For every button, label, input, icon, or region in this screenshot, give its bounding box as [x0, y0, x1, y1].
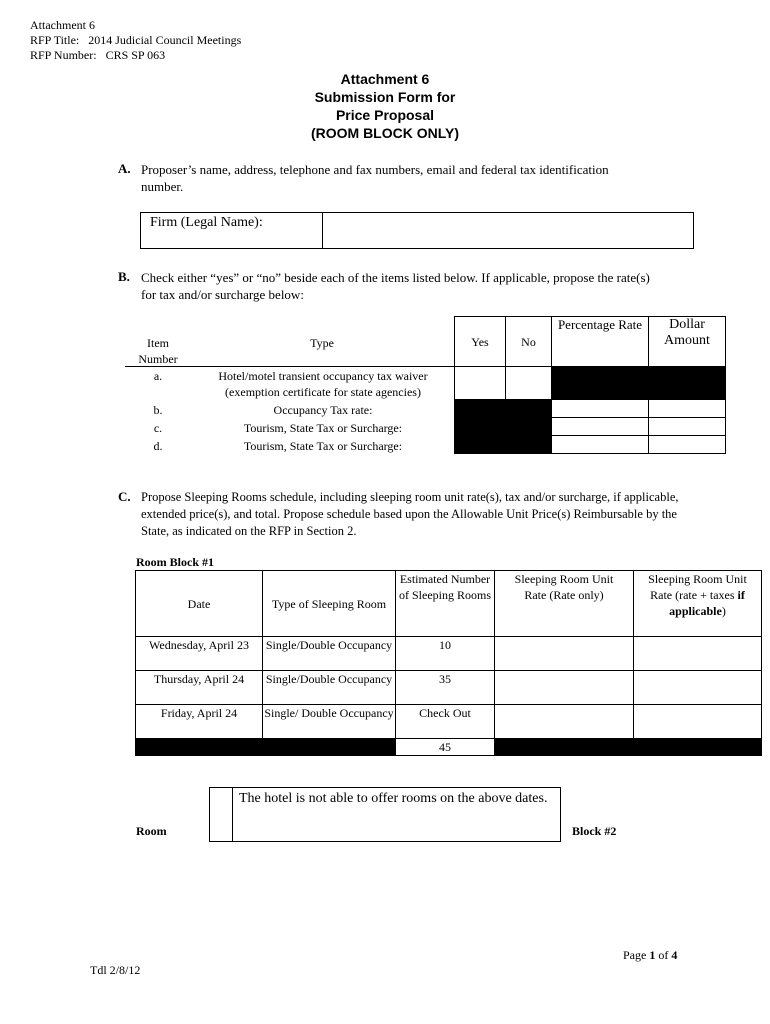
- row-d-dollar-cell[interactable]: [649, 436, 726, 454]
- col-percentage-rate: Percentage Rate: [552, 317, 649, 367]
- row-room-type: Single/Double Occupancy: [263, 637, 396, 671]
- title-line-2: Submission Form for: [314, 89, 456, 105]
- row-date: Friday, April 24: [136, 705, 263, 739]
- not-able-checkbox[interactable]: [210, 788, 233, 842]
- firm-label: Firm (Legal Name):: [141, 213, 323, 249]
- item-header-rule: [125, 366, 455, 367]
- row-c-dollar-cell[interactable]: [649, 418, 726, 436]
- col-unit-rate-taxes-end: ): [721, 604, 726, 618]
- room-block-2-label-block: Block #2: [572, 824, 617, 838]
- table-row: [136, 671, 762, 705]
- room-block-table: [135, 570, 762, 756]
- row-unit-rate-cell[interactable]: [495, 637, 634, 671]
- page-number-total: 4: [671, 948, 678, 962]
- title-line-4: (ROOM BLOCK ONLY): [310, 125, 460, 141]
- page-number-of: of: [655, 948, 672, 962]
- row-c-yes-blocked: [455, 418, 506, 436]
- row-b-no-blocked: [506, 400, 552, 418]
- page-number: [623, 948, 677, 963]
- row-unit-rate-cell[interactable]: [495, 671, 634, 705]
- table-row: [136, 637, 762, 671]
- section-b-text: Check either “yes” or “no” beside each of the items listed below. If applicable, propose the rate(s) for tax and/or surcharge below:: [141, 270, 650, 302]
- row-a-pct-blocked: [552, 367, 649, 400]
- row-b-dollar-cell[interactable]: [649, 400, 726, 418]
- col-dollar-amount: Dollar Amount: [649, 317, 726, 367]
- total-row-blocked: [634, 739, 762, 756]
- room-block-1-label: Room Block #1: [136, 555, 214, 569]
- col-room-type: Type of Sleeping Room: [263, 571, 396, 637]
- row-d-pct-cell[interactable]: [552, 436, 649, 454]
- row-estimated: Check Out: [396, 705, 495, 739]
- header-rfp-number: RFP Number: CRS SP 063: [30, 48, 166, 62]
- row-a-number: a.: [153, 369, 163, 383]
- table-row: [136, 705, 762, 739]
- room-block-2-label-room: Room: [136, 824, 167, 838]
- col-unit-rate-taxes-text: Sleeping Room Unit Rate (rate + taxes: [648, 572, 747, 602]
- row-estimated: 35: [396, 671, 495, 705]
- total-row-blocked: [136, 739, 263, 756]
- col-date: Date: [136, 571, 263, 637]
- row-unit-rate-taxes-cell[interactable]: [634, 705, 762, 739]
- row-date: Thursday, April 24: [136, 671, 263, 705]
- col-unit-rate-taxes-bold: if applicable: [669, 588, 745, 618]
- section-c-letter: C.: [118, 489, 131, 504]
- page-number-prefix: Page: [623, 948, 650, 962]
- col-item-number: Item Number: [138, 336, 178, 366]
- total-row-blocked: [263, 739, 396, 756]
- row-c-no-blocked: [506, 418, 552, 436]
- document-header: [30, 18, 241, 63]
- row-a-no-cell[interactable]: [506, 367, 552, 400]
- row-estimated: 10: [396, 637, 495, 671]
- row-a-yes-cell[interactable]: [455, 367, 506, 400]
- title-line-3: Price Proposal: [335, 107, 435, 123]
- row-unit-rate-taxes-cell[interactable]: [634, 671, 762, 705]
- row-d-type: Tourism, State Tax or Surcharge:: [243, 439, 403, 453]
- row-unit-rate-cell[interactable]: [495, 705, 634, 739]
- header-attachment: Attachment 6: [30, 18, 95, 32]
- row-c-number: c.: [153, 421, 163, 435]
- section-c-text: Propose Sleeping Rooms schedule, including sleeping room unit rate(s), tax and/or surcharge, if applicable, extended price(s), and total. Propose schedule based upon the Allowable Unit Price(s) Reimbursable by the State, as indicated on the RFP in Section 2.: [141, 490, 679, 538]
- row-date: Wednesday, April 23: [136, 637, 263, 671]
- firm-name-input[interactable]: [323, 213, 694, 249]
- row-room-type: Single/ Double Occupancy: [263, 705, 396, 739]
- not-able-box: [209, 787, 561, 842]
- tax-table: [454, 316, 726, 454]
- section-a-text: Proposer’s name, address, telephone and fax numbers, email and federal tax identification number.: [141, 162, 609, 194]
- row-d-number: d.: [153, 439, 163, 453]
- row-d-no-blocked: [506, 436, 552, 454]
- section-a-letter: A.: [118, 161, 131, 176]
- row-c-pct-cell[interactable]: [552, 418, 649, 436]
- col-yes: Yes: [455, 317, 506, 367]
- row-b-number: b.: [153, 403, 163, 417]
- row-room-type: Single/Double Occupancy: [263, 671, 396, 705]
- not-able-text: The hotel is not able to offer rooms on the above dates.: [233, 788, 561, 842]
- col-unit-rate: Sleeping Room Unit Rate (Rate only): [495, 571, 634, 637]
- row-b-type: Occupancy Tax rate:: [273, 403, 373, 417]
- row-c-type: Tourism, State Tax or Surcharge:: [243, 421, 403, 435]
- col-estimated-rooms: Estimated Number of Sleeping Rooms: [396, 571, 495, 637]
- col-type: Type: [310, 336, 334, 350]
- page-title: [0, 70, 770, 142]
- firm-table: [140, 212, 694, 249]
- total-estimated-rooms: 45: [396, 739, 495, 756]
- page-number-current: 1: [649, 948, 656, 962]
- total-row-blocked: [495, 739, 634, 756]
- col-unit-rate-taxes: [634, 571, 762, 637]
- row-unit-rate-taxes-cell[interactable]: [634, 637, 762, 671]
- row-b-yes-blocked: [455, 400, 506, 418]
- row-b-pct-cell[interactable]: [552, 400, 649, 418]
- col-no: No: [506, 317, 552, 367]
- section-b-letter: B.: [118, 269, 130, 284]
- title-line-1: Attachment 6: [340, 71, 430, 87]
- row-d-yes-blocked: [455, 436, 506, 454]
- row-a-type: Hotel/motel transient occupancy tax waiver (exemption certificate for state agencies): [218, 369, 428, 399]
- footer-tdl: Tdl 2/8/12: [90, 963, 141, 977]
- row-a-dollar-blocked: [649, 367, 726, 400]
- header-rfp-title: RFP Title: 2014 Judicial Council Meetings: [30, 33, 242, 47]
